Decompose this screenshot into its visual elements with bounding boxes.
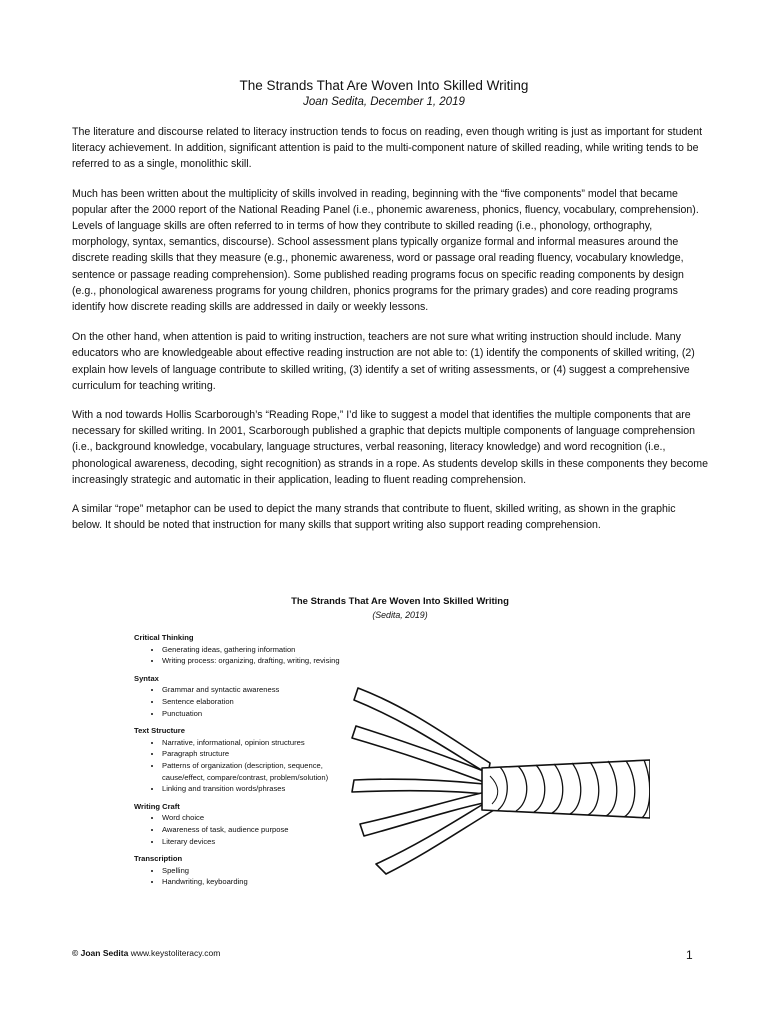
list-item: • Paragraph structure — [162, 748, 364, 760]
list-item: • Punctuation — [162, 708, 364, 720]
category-syntax: Syntax — [134, 673, 159, 683]
rope-strand — [352, 779, 484, 794]
website-link[interactable]: www.keystoliteracy.com — [130, 948, 221, 958]
list-item: • Literary devices — [162, 836, 364, 848]
list-item: • Grammar and syntactic awareness — [162, 684, 364, 696]
list-item: • Awareness of task, audience purpose — [162, 824, 364, 836]
list-item: • Spelling — [162, 865, 364, 877]
paragraph-4: With a nod towards Hollis Scarborough’s “Reading Rope,” I’d like to suggest a model that identifies the multiple components that are necessary for skilled writing. In 2001, Scarborough published a graphic that depicts multiple components of language comprehension (i.e., background knowledge, vocabulary, language structures, verbal reasoning, literacy knowledge) and word recognition (i.e., phonological awareness, decoding, sight recognition) as strands in a rope. As students develop skills in these components they become increasingly strategic and automatic in their application, leading to fluent reading comprehension. — [72, 409, 709, 486]
critical-thinking-items — [134, 644, 364, 667]
list-item: • Sentence elaboration — [162, 696, 364, 708]
transcription-items — [134, 865, 364, 888]
paragraph-2: Much has been written about the multiplicity of skills involved in reading, beginning with the “five components” model that became popular after the 2000 report of the National Reading Panel (i.e., phonemic awareness, phonics, fluency, vocabulary, comprehension). Levels of language skills are often referred to in terms of how they contribute to skilled reading (i.e., phonology, orthography, morphology, syntax, semantics, discourse). School assessment plans typically organize formal and informal measures around the discrete reading skills that they measure (e.g., phonemic awareness, word or passage oral reading fluency, vocabulary knowledge, sentence or passage reading comprehension). Some published reading programs focus on specific reading components by design (e.g., phonological awareness programs for young children, phonics programs for the primary grades) and core reading programs identify how discrete reading skills are addressed in daily or weekly lessons. — [72, 187, 699, 314]
rope-illustration — [350, 668, 650, 878]
list-item: • Word choice — [162, 812, 364, 824]
list-item: • Linking and transition words/phrases — [162, 783, 364, 795]
copyright: © Joan Sedita — [72, 948, 129, 958]
category-transcription: Transcription — [134, 854, 183, 864]
article-body — [72, 124, 708, 546]
text-structure-items — [134, 737, 364, 795]
category-writing-craft: Writing Craft — [134, 801, 180, 811]
category-critical-thinking: Critical Thinking — [134, 633, 194, 642]
figure-title: The Strands That Are Woven Into Skilled Writing — [291, 596, 509, 607]
rope-strand — [354, 688, 490, 774]
list-item: • Generating ideas, gathering information — [162, 644, 364, 656]
list-item: • Narrative, informational, opinion structures — [162, 737, 364, 749]
rope-figure — [120, 578, 648, 938]
strand-list — [134, 632, 364, 888]
list-item: • Handwriting, keyboarding — [162, 876, 364, 888]
page-number: 1 — [686, 948, 693, 962]
paragraph-5: A similar “rope” metaphor can be used to depict the many strands that contribute to fluent, skilled writing, as shown in the graphic below. It should be noted that instruction for many skills that support writing also support reading comprehension. — [72, 503, 676, 532]
byline: Joan Sedita, December 1, 2019 — [303, 96, 465, 108]
page-title: The Strands That Are Woven Into Skilled Writing — [239, 78, 529, 93]
syntax-items — [134, 684, 364, 719]
category-text-structure: Text Structure — [134, 726, 185, 736]
writing-craft-items — [134, 812, 364, 847]
list-item: • Patterns of organization (description, sequence, cause/effect, compare/contrast, problem/solution) — [162, 760, 364, 783]
figure-subtitle: (Sedita, 2019) — [372, 610, 428, 620]
paragraph-1: The literature and discourse related to literacy instruction tends to focus on reading, even though writing is just as important for student literacy achievement. In addition, significant attention is paid to the multi-component nature of skilled reading, while writing tends to be referred to as a single, monolithic skill. — [72, 126, 703, 171]
list-item: • Writing process: organizing, drafting, writing, revising — [162, 655, 364, 667]
footer — [72, 948, 220, 958]
paragraph-3: On the other hand, when attention is paid to writing instruction, teachers are not sure what writing instruction should include. Many educators who are knowledgeable about effective reading instruction are not able to: (1) identify the components of skilled writing, (2) explain how levels of language contribute to skilled writing, (3) identify a set of writing assessments, or (4) suggest a comprehensive curriculum for teaching writing. — [72, 331, 695, 392]
